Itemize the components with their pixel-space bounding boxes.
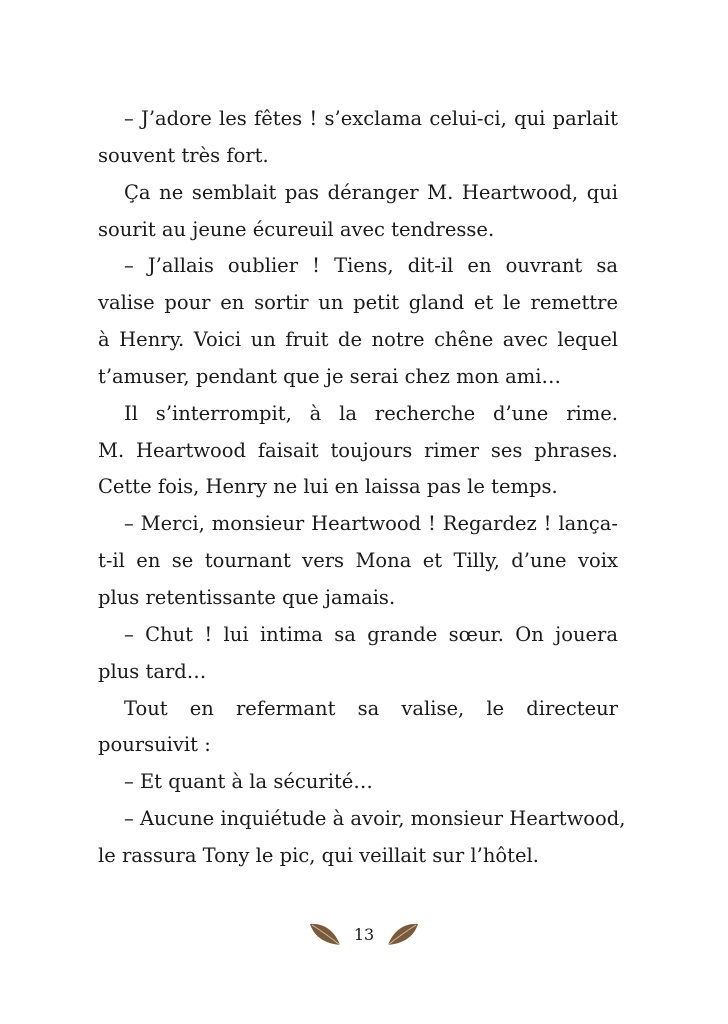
text-line: souvent très fort. [98, 143, 269, 167]
text-line: sourit au jeune écureuil avec tendresse. [98, 217, 495, 241]
text-line: t-il en se tournant vers Mona et Tilly, d’une voix [98, 549, 618, 573]
text-line: t’amuser, pendant que je serai chez mon ami… [98, 364, 561, 388]
text-line: plus retentissante que jamais. [98, 585, 396, 609]
page-number: 13 [353, 924, 375, 944]
text-line: poursuivit : [98, 733, 211, 757]
text-line: Il s’interrompit, à la recherche d’une rime. [124, 401, 618, 425]
text-line: le rassura Tony le pic, qui veillait sur l’hôtel. [98, 843, 539, 867]
text-line: Cette fois, Henry ne lui en laissa pas le temps. [98, 475, 558, 499]
page-footer [0, 918, 728, 950]
leaf-icon [308, 921, 342, 947]
text-line: – Merci, monsieur Heartwood ! Regardez ! lança- [124, 512, 618, 536]
leaf-icon [386, 921, 420, 947]
page-text [98, 101, 626, 875]
text-line: – Chut ! lui intima sa grande sœur. On jouera [124, 622, 618, 646]
text-line: à Henry. Voici un fruit de notre chêne avec lequel [98, 328, 618, 352]
text-line: – Aucune inquiétude à avoir, monsieur Heartwood, [124, 807, 626, 831]
text-line: Ça ne semblait pas déranger M. Heartwood, qui [124, 180, 618, 204]
text-line: valise pour en sortir un petit gland et le remettre [98, 291, 618, 315]
text-line: – J’adore les fêtes ! s’exclama celui-ci, qui parlait [124, 107, 618, 130]
text-line: Tout en refermant sa valise, le directeur [124, 696, 618, 720]
text-line: – Et quant à la sécurité… [124, 770, 373, 794]
text-line: – J’allais oublier ! Tiens, dit-il en ouvrant sa [124, 254, 618, 278]
text-line: plus tard… [98, 659, 207, 683]
text-line: M. Heartwood faisait toujours rimer ses phrases. [98, 438, 618, 462]
